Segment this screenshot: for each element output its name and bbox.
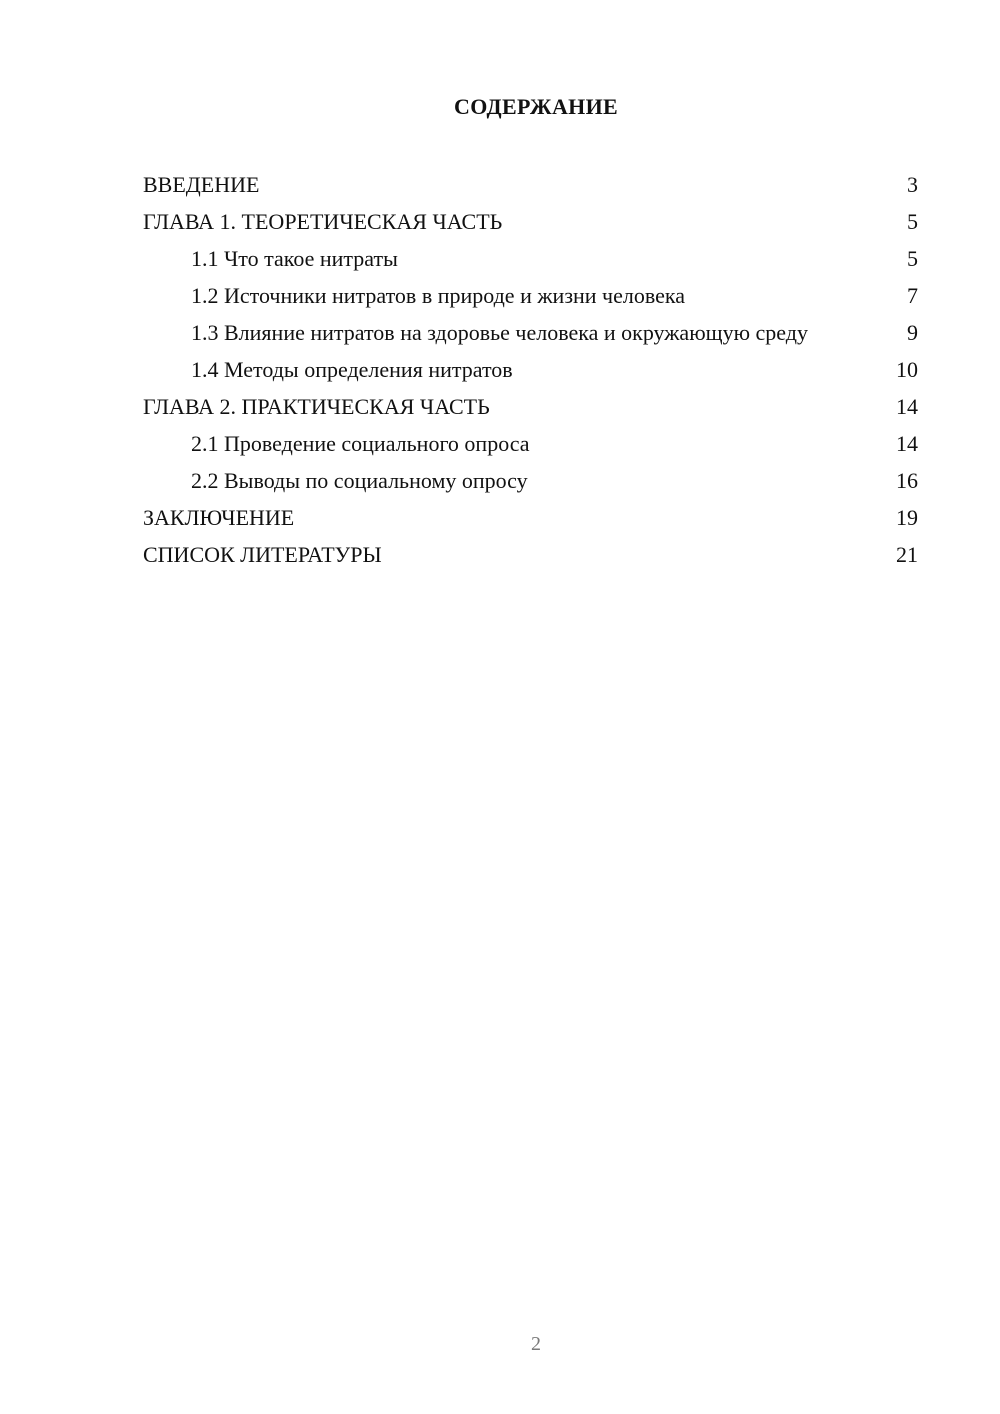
toc-entry-page: 3: [907, 172, 918, 197]
page-number: 2: [531, 1333, 541, 1355]
toc-entry-page: 9: [907, 320, 918, 345]
toc-entry-label: 1.4 Методы определения нитратов: [191, 357, 513, 382]
toc-entry-page: 5: [907, 246, 918, 271]
toc-entry-section-1-2: [143, 278, 918, 315]
toc-entry-section-1-1: [143, 241, 918, 278]
toc-entry-page: 16: [896, 468, 918, 493]
toc-entry-label: ВВЕДЕНИЕ: [143, 172, 260, 197]
toc-entry-page: 7: [907, 283, 918, 308]
toc-entry-page: 5: [907, 209, 918, 234]
toc-entry-section-1-3: [143, 315, 918, 352]
toc-entry-label: ЗАКЛЮЧЕНИЕ: [143, 505, 295, 530]
toc-entry-page: 10: [896, 357, 918, 382]
toc-entry-page: 14: [896, 431, 918, 456]
toc-entry-page: 21: [896, 542, 918, 567]
toc-entry-label: 2.1 Проведение социального опроса: [191, 431, 530, 456]
toc-entry-label: ГЛАВА 1. ТЕОРЕТИЧЕСКАЯ ЧАСТЬ: [143, 209, 503, 234]
toc-entry-references: [143, 537, 918, 574]
toc-entry-label: 1.2 Источники нитратов в природе и жизни человека: [191, 283, 686, 308]
toc-entry-page: 14: [896, 394, 918, 419]
toc-entry-chapter-2: [143, 389, 918, 426]
table-of-contents: [143, 167, 918, 574]
toc-entry-section-2-1: [143, 426, 918, 463]
toc-entry-section-2-2: [143, 463, 918, 500]
toc-entry-label: ГЛАВА 2. ПРАКТИЧЕСКАЯ ЧАСТЬ: [143, 394, 490, 419]
toc-entry-introduction: [143, 167, 918, 204]
toc-entry-label: 1.1 Что такое нитраты: [191, 246, 398, 271]
toc-entry-page: 19: [896, 505, 918, 530]
toc-entry-label: 2.2 Выводы по социальному опросу: [191, 468, 528, 493]
toc-entry-conclusion: [143, 500, 918, 537]
toc-entry-label: СПИСОК ЛИТЕРАТУРЫ: [143, 542, 382, 567]
toc-entry-label: 1.3 Влияние нитратов на здоровье человека и окружающую среду: [191, 320, 808, 345]
toc-entry-chapter-1: [143, 204, 918, 241]
page-title: СОДЕРЖАНИЕ: [454, 94, 618, 119]
toc-entry-section-1-4: [143, 352, 918, 389]
